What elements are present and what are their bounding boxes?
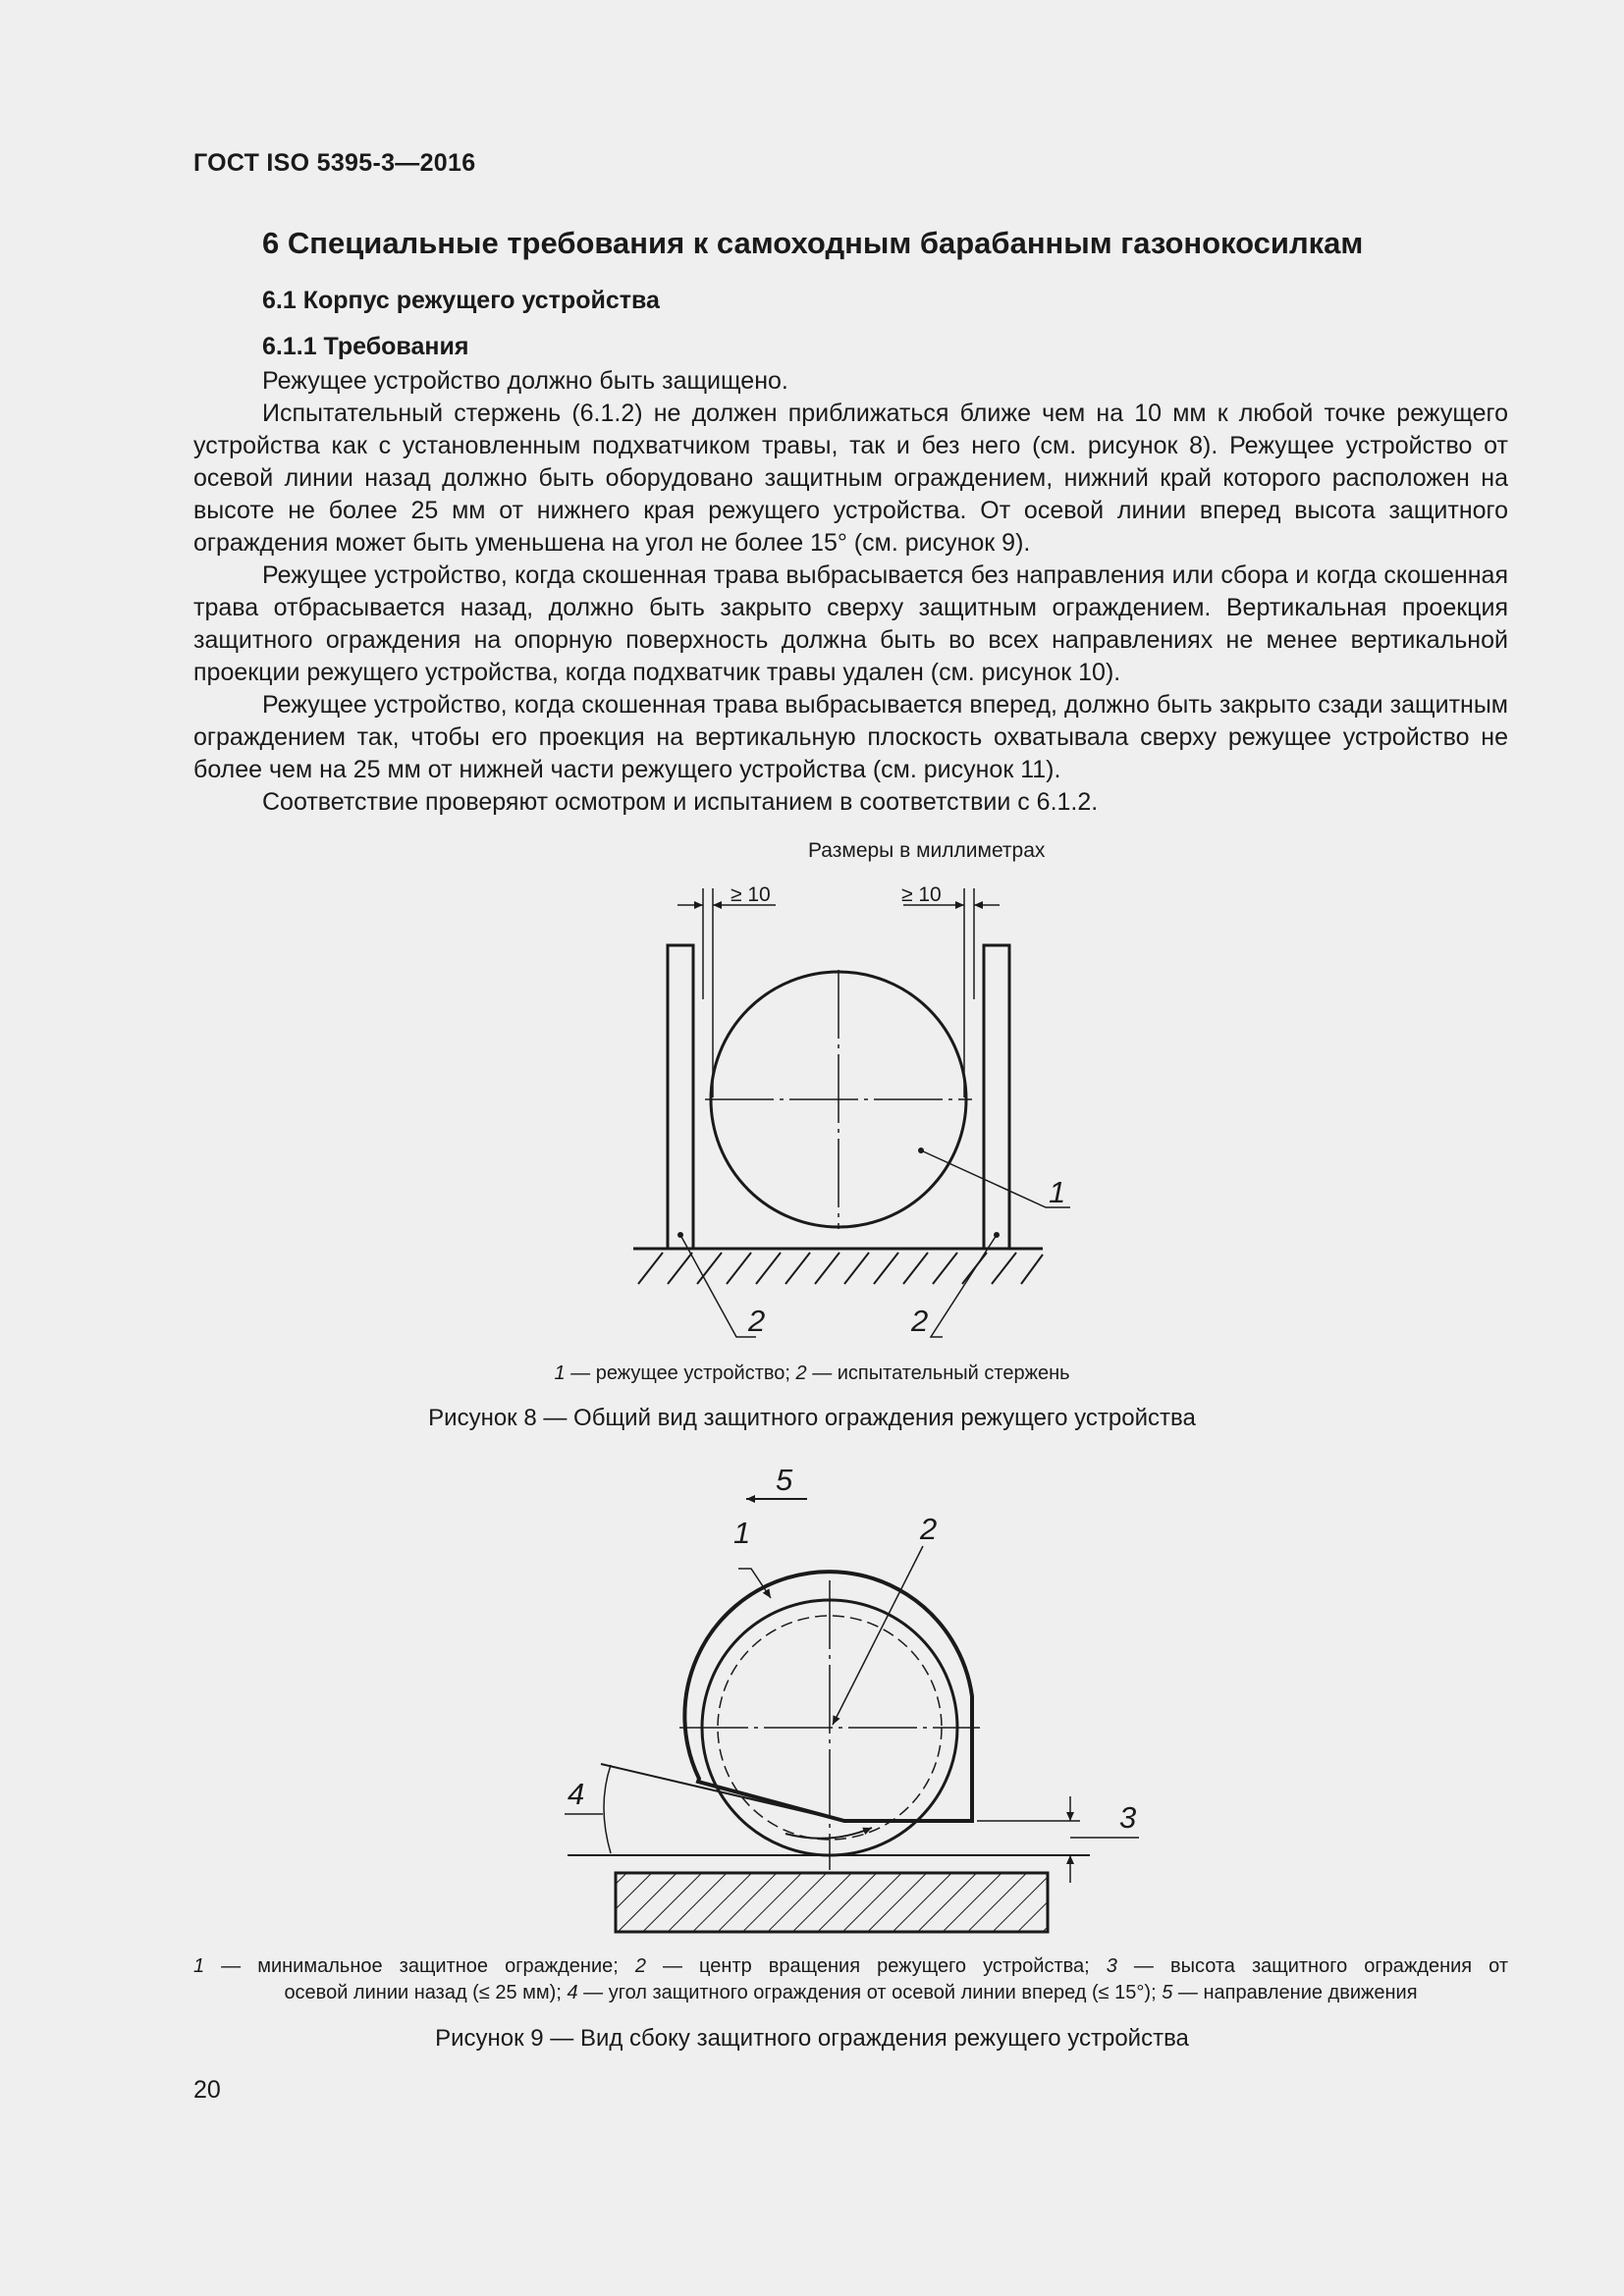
figure9-legend-line2 [193,1980,1508,2006]
legend-text: — угол защитного ограждения от осевой линии вперед (≤ 15°); [577,1982,1163,2003]
label-1-fig9: 1 [733,1516,751,1550]
figure8-drawing [633,883,1070,1338]
legend-number: 5 [1162,1982,1173,2003]
figure9-legend-line1 [193,1953,1508,1980]
dimension-right: ≥ 10 [901,883,942,906]
dimension-left: ≥ 10 [731,883,771,906]
legend-number: 1 [193,1955,205,1977]
figure8-units-note: Размеры в миллиметрах [808,839,1046,862]
paragraph: Режущее устройство, когда скошенная трава выбрасывается вперед, должно быть закрыто сзади защитным ограждением так, чтобы его проекция на вертикальную плоскость охватывала сверху режущее устройство не более чем на 25 мм от нижней части режущего устройства (см. рисунок 11). [193,691,1508,783]
legend-number: 4 [567,1982,578,2003]
figure9-legend [193,1953,1508,2006]
label-2-right: 2 [911,1304,929,1338]
page-number: 20 [193,2076,221,2104]
legend-text: — высота защитного ограждения от [1116,1955,1509,1977]
legend-number: 1 [554,1362,566,1384]
label-1: 1 [1049,1175,1066,1209]
legend-text: — направление движения [1172,1982,1418,2003]
section-title: 6 Специальные требования к самоходным барабанным газонокосилкам [262,226,1364,260]
figure9-caption: Рисунок 9 — Вид сбоку защитного ограждения режущего устройства [435,2025,1189,2052]
subsubsection-title: 6.1.1 Требования [262,333,469,360]
figure8-caption: Рисунок 8 — Общий вид защитного ограждения режущего устройства [428,1405,1196,1431]
figure8-legend [0,1362,1624,1385]
legend-number: 2 [795,1362,807,1384]
document-header: ГОСТ ISO 5395-3—2016 [193,149,476,177]
paragraph: Режущее устройство должно быть защищено. [262,367,788,395]
protective-guard [684,1572,972,1821]
figure9-drawing [565,1463,1139,1932]
test-rod-left [668,945,693,1249]
subsection-title: 6.1 Корпус режущего устройства [262,287,660,314]
paragraph: Режущее устройство, когда скошенная трава выбрасывается без направления или сбора и когда скошенная трава отбрасывается назад, должно быть закрыто сверху защитным ограждением. Вертикальная проекция защитного ограждения на опорную поверхность должна быть во всех направлениях не менее вертикальной проекции режущего устройства, когда подхватчик травы удален (см. рисунок 10). [193,561,1508,686]
legend-text: — центр вращения режущего устройства; [645,1955,1107,1977]
legend-number: 3 [1106,1955,1117,1977]
paragraph: Испытательный стержень (6.1.2) не должен приближаться ближе чем на 10 мм к любой точке режущего устройства как с установленным подхватчиком травы, так и без него (см. рисунок 8). Режущее устройство от осевой линии назад должно быть оборудовано защитным ограждением, нижний край которого расположен на высоте не более 25 мм от нижнего края режущего устройства. От осевой линии вперед высота защитного ограждения может быть уменьшена на угол не более 15° (см. рисунок 9). [193,400,1508,557]
paragraph: Соответствие проверяют осмотром и испытанием в соответствии с 6.1.2. [262,788,1099,816]
label-2-fig9: 2 [920,1512,938,1546]
legend-text: — режущее устройство; [565,1362,796,1384]
legend-text: — минимальное защитное ограждение; [204,1955,635,1977]
base-block [616,1873,1048,1932]
label-2-left: 2 [748,1304,766,1338]
label-3: 3 [1119,1800,1137,1835]
label-5: 5 [776,1463,793,1497]
legend-number: 2 [634,1955,646,1977]
legend-text: — испытательный стержень [806,1362,1070,1384]
test-rod-right [984,945,1009,1249]
legend-text: осевой линии назад (≤ 25 мм); [284,1982,568,2003]
label-4: 4 [568,1777,585,1811]
